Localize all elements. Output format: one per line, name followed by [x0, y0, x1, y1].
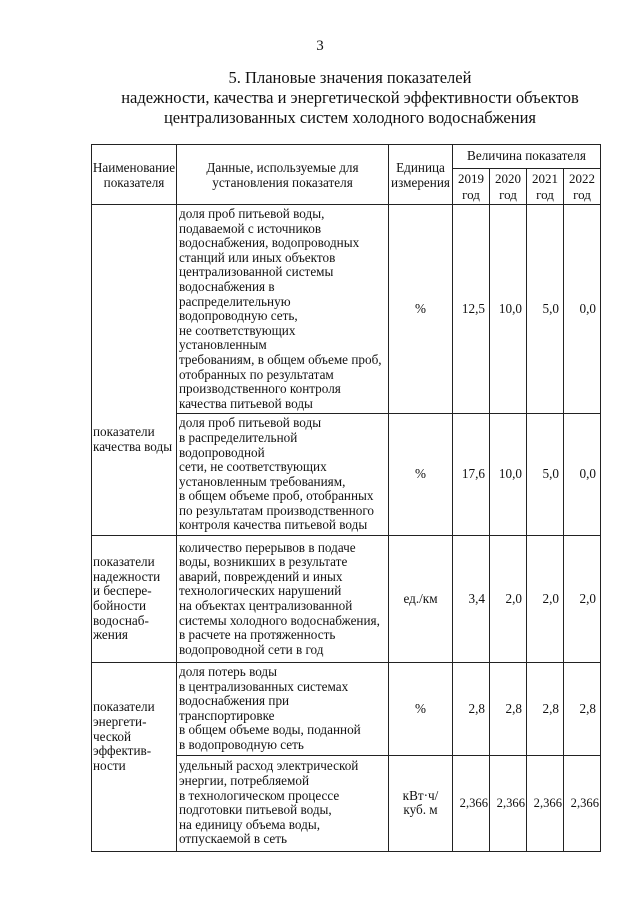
table-row [92, 663, 601, 756]
value-cell: 2,8 [564, 663, 601, 756]
value-cell: 2,0 [527, 536, 564, 663]
header-year: 2020 год [490, 169, 527, 205]
value-cell: 2,366 [527, 755, 564, 851]
header-indicator-name: Наименование показателя [92, 145, 177, 205]
indicator-description: количество перерывов в подаче воды, возникших в результате аварий, повреждений и иных технологических нарушений на объектах централизованной системы холодного водоснабжения, в расчете на протяженность водопроводной сети в год [177, 536, 389, 663]
value-cell: 10,0 [490, 205, 527, 414]
indicator-description: доля проб питьевой воды, подаваемой с источников водоснабжения, водопроводных станций или иных объектов централизованной системы водоснабжения в распределительную водопроводную сеть, не соответствующих установленным требованиям, в общем объеме проб, отобранных по результатам производственного контроля качества питьевой воды [177, 205, 389, 414]
value-cell: 0,0 [564, 205, 601, 414]
value-cell: 2,8 [490, 663, 527, 756]
indicator-unit: % [389, 205, 453, 414]
header-year: 2019 год [453, 169, 490, 205]
page-number: 3 [316, 38, 324, 54]
value-cell: 0,0 [564, 414, 601, 536]
value-cell: 5,0 [527, 205, 564, 414]
value-cell: 2,366 [564, 755, 601, 851]
header-data-used: Данные, используемые для установления показателя [177, 145, 389, 205]
value-cell: 3,4 [453, 536, 490, 663]
table-row [92, 205, 601, 414]
value-cell: 10,0 [490, 414, 527, 536]
header-unit: Единица измерения [389, 145, 453, 205]
indicator-description: доля потерь воды в централизованных системах водоснабжения при транспортировке в общем объеме воды, поданной в водопроводную сеть [177, 663, 389, 756]
title-line-3: централизованных систем холодного водоснабжения [163, 108, 537, 127]
indicators-table [91, 144, 601, 852]
title-line-2: надежности, качества и энергетической эффективности объектов [121, 88, 579, 107]
header-year: 2021 год [527, 169, 564, 205]
value-cell: 2,0 [490, 536, 527, 663]
indicator-description: удельный расход электрической энергии, потребляемой в технологическом процессе подготовки питьевой воды, на единицу объема воды, отпускаемой в сеть [177, 755, 389, 851]
indicator-group-name: показатели энергети-ческой эффектив-ности [92, 663, 177, 852]
title-line-1: 5. Плановые значения показателей [228, 68, 472, 87]
value-cell: 5,0 [527, 414, 564, 536]
indicator-group-name: показатели качества воды [92, 205, 177, 536]
indicator-description: доля проб питьевой воды в распределительной водопроводной сети, не соответствующих установленным требованиям, в общем объеме проб, отобранных по результатам производственного контроля качества питьевой воды [177, 414, 389, 536]
value-cell: 12,5 [453, 205, 490, 414]
value-cell: 2,8 [453, 663, 490, 756]
value-cell: 2,8 [527, 663, 564, 756]
table-row [92, 536, 601, 663]
indicator-unit: ед./км [389, 536, 453, 663]
indicator-group-name: показатели надежности и беспере-бойности водоснаб-жения [92, 536, 177, 663]
header-value: Величина показателя [453, 145, 601, 169]
indicator-unit: кВт·ч/ куб. м [389, 755, 453, 851]
value-cell: 2,0 [564, 536, 601, 663]
section-title [60, 68, 640, 128]
value-cell: 2,366 [453, 755, 490, 851]
value-cell: 17,6 [453, 414, 490, 536]
indicator-unit: % [389, 663, 453, 756]
value-cell: 2,366 [490, 755, 527, 851]
header-year: 2022 год [564, 169, 601, 205]
indicator-unit: % [389, 414, 453, 536]
